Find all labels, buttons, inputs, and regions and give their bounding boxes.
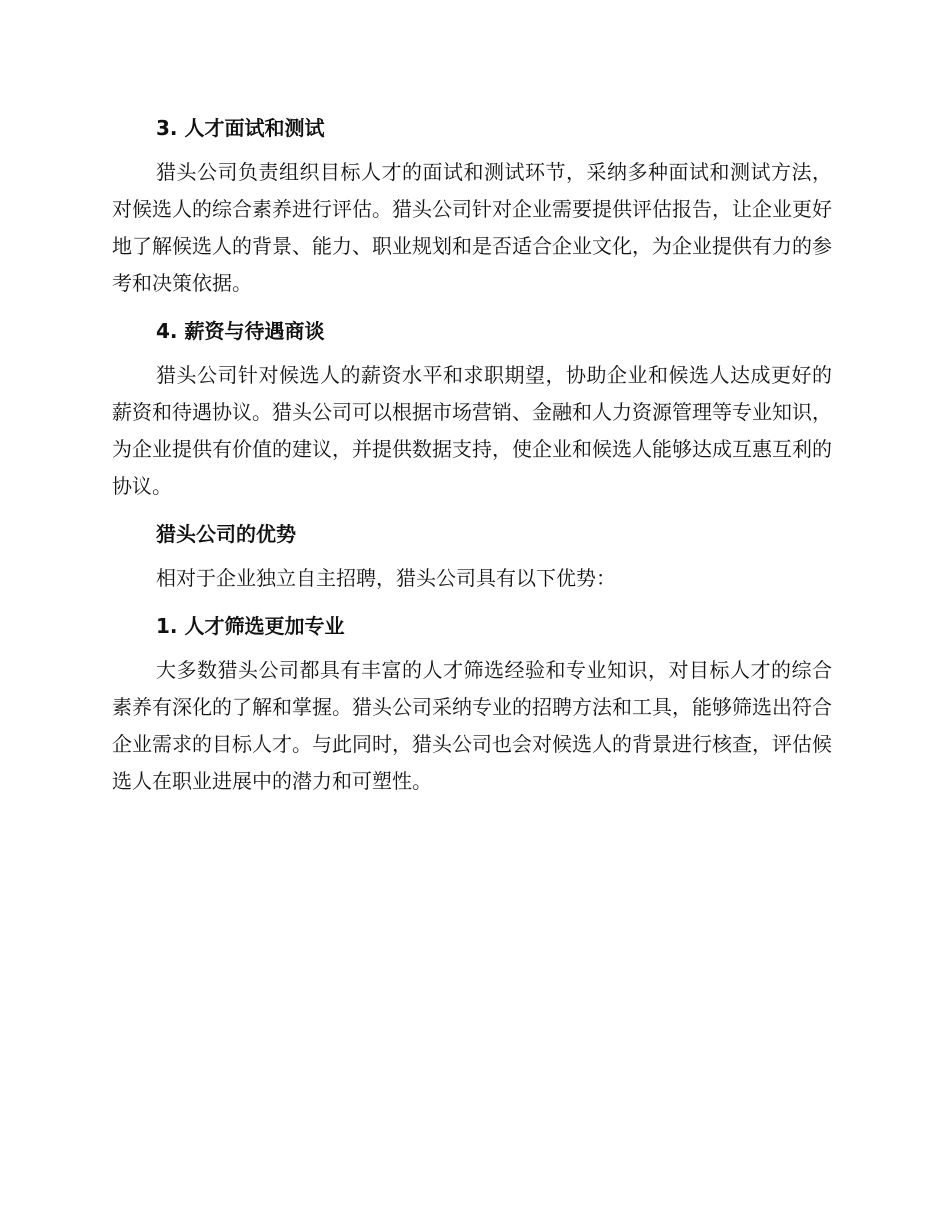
section-heading: 4. 薪资与待遇商谈 — [156, 319, 325, 343]
section-heading: 猎头公司的优势 — [156, 522, 296, 546]
section-paragraph: 大多数猎头公司都具有丰富的人才筛选经验和专业知识，对目标人才的综合素养有深化的了解和掌握。猎头公司采纳专业的招聘方法和工具，能够筛选出符合企业需求的目标人才。与此同时，猎头公司也会对候选人的背景进行核查，评估候选人在职业进展中的潜力和可塑性。 — [112, 658, 832, 793]
section-heading: 1. 人才筛选更加专业 — [156, 614, 345, 638]
section-paragraph: 相对于企业独立自主招聘，猎头公司具有以下优势： — [156, 566, 616, 590]
section-paragraph: 猎头公司负责组织目标人才的面试和测试环节，采纳多种面试和测试方法，对候选人的综合素养进行评估。猎头公司针对企业需要提供评估报告，让企业更好地了解候选人的背景、能力、职业规划和是否适合企业文化，为企业提供有力的参考和决策依据。 — [112, 160, 832, 295]
section-interview-testing — [112, 108, 832, 311]
section-heading: 3. 人才面试和测试 — [156, 116, 325, 140]
section-professional-screening — [112, 606, 832, 800]
section-paragraph: 猎头公司针对候选人的薪资水平和求职期望，协助企业和候选人达成更好的薪资和待遇协议。猎头公司可以根据市场营销、金融和人力资源管理等专业知识，为企业提供有价值的建议，并提供数据支持，使企业和候选人能够达成互惠互利的协议。 — [112, 363, 832, 498]
section-salary-negotiation — [112, 311, 832, 514]
section-advantages — [112, 514, 832, 606]
document-body — [112, 108, 832, 800]
